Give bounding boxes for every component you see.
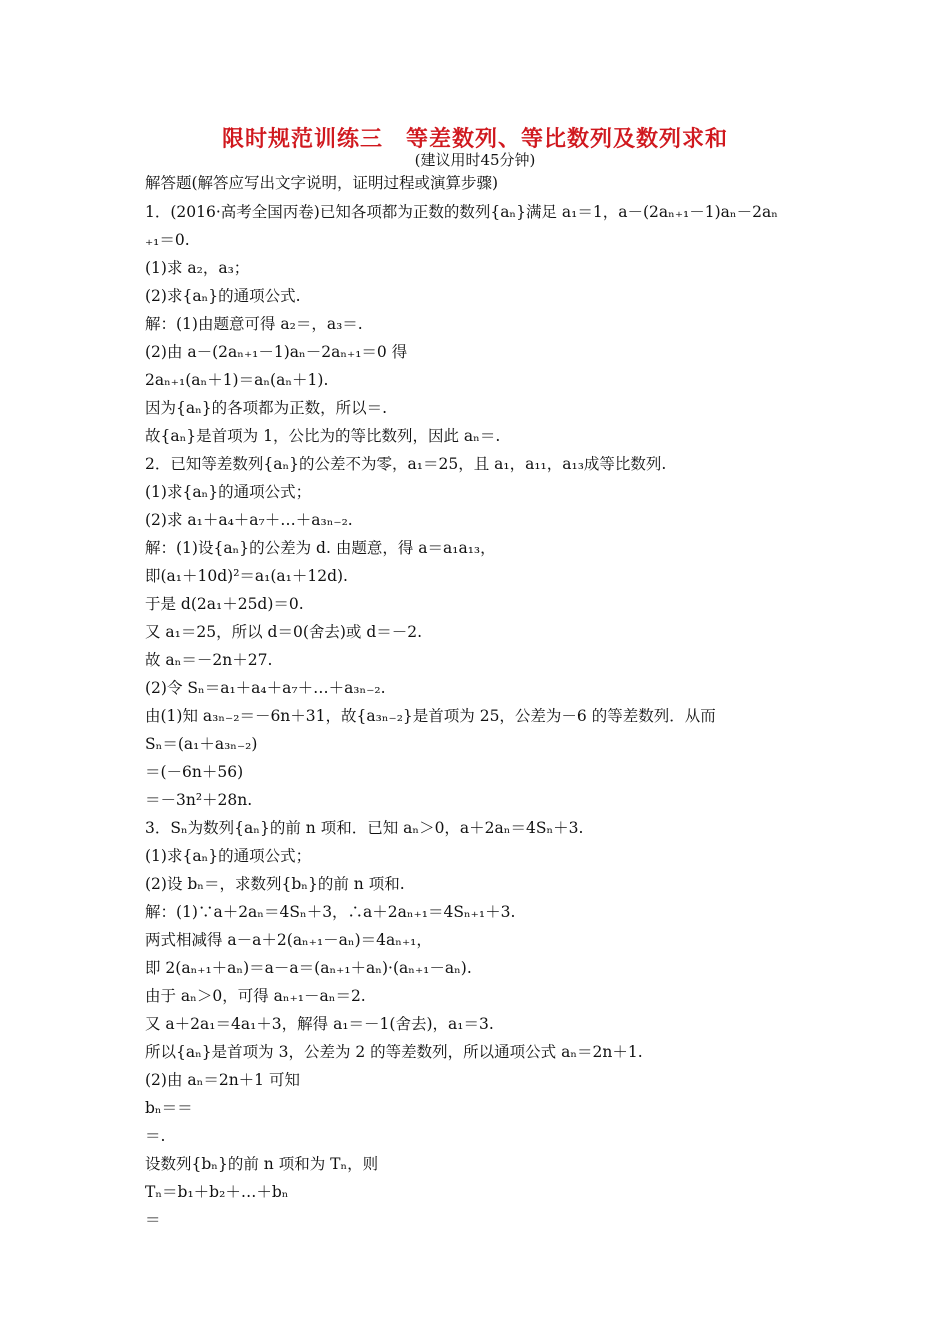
solution-line: 解：(1)由题意可得 a₂＝，a₃＝.	[145, 315, 363, 333]
solution-line: 解：(1)∵a＋2aₙ＝4Sₙ＋3，∴a＋2aₙ₊₁＝4Sₙ₊₁＋3.	[145, 903, 516, 921]
solution-line: 又 a₁＝25，所以 d＝0(舍去)或 d＝－2.	[145, 623, 423, 641]
solution-line: 设数列{bₙ}的前 n 项和为 Tₙ，则	[145, 1155, 379, 1173]
solution-line: 因为{aₙ}的各项都为正数，所以＝.	[145, 399, 388, 417]
problem-2-part-2: (2)求 a₁＋a₄＋a₇＋…＋a₃ₙ₋₂.	[145, 511, 353, 529]
solution-line: (2)令 Sₙ＝a₁＋a₄＋a₇＋…＋a₃ₙ₋₂.	[145, 679, 386, 697]
solution-line: 由(1)知 a₃ₙ₋₂＝－6n＋31，故{a₃ₙ₋₂}是首项为 25，公差为－6 的等差数列．从而	[145, 707, 716, 725]
problem-1-part-1: (1)求 a₂，a₃；	[145, 259, 250, 277]
solution-line: Tₙ＝b₁＋b₂＋…＋bₙ	[145, 1183, 289, 1201]
document-subtitle: (建议用时45分钟)	[414, 151, 536, 169]
solution-line: 故{aₙ}是首项为 1，公比为的等比数列，因此 aₙ＝.	[145, 427, 501, 445]
solution-line: 解：(1)设{aₙ}的公差为 d. 由题意，得 a＝a₁a₁₃，	[145, 539, 496, 557]
solution-line: 即(a₁＋10d)²＝a₁(a₁＋12d).	[145, 567, 348, 585]
solution-line: 2aₙ₊₁(aₙ＋1)＝aₙ(aₙ＋1).	[145, 371, 329, 389]
solution-line: ＝.	[145, 1127, 166, 1145]
solution-line: (2)由 aₙ＝2n＋1 可知	[145, 1071, 300, 1089]
problem-3-part-2: (2)设 bₙ＝，求数列{bₙ}的前 n 项和.	[145, 875, 405, 893]
problem-1-statement: 1．(2016·高考全国丙卷)已知各项都为正数的数列{aₙ}满足 a₁＝1，a－(2aₙ₊₁－1)aₙ－2aₙ	[145, 203, 778, 221]
solution-line: 于是 d(2a₁＋25d)＝0.	[145, 595, 304, 613]
solution-line: 由于 aₙ＞0，可得 aₙ₊₁－aₙ＝2.	[145, 987, 366, 1005]
problem-2-statement: 2．已知等差数列{aₙ}的公差不为零，a₁＝25，且 a₁，a₁₁，a₁₃成等比数列.	[145, 455, 667, 473]
problem-1-statement-cont: ₊₁＝0.	[145, 231, 190, 249]
solution-line: 两式相减得 a－a＋2(aₙ₊₁－aₙ)＝4aₙ₊₁，	[145, 931, 432, 949]
solution-line: ＝	[145, 1211, 161, 1229]
solution-line: 所以{aₙ}是首项为 3，公差为 2 的等差数列，所以通项公式 aₙ＝2n＋1.	[145, 1043, 643, 1061]
solution-line: 即 2(aₙ₊₁＋aₙ)＝a－a＝(aₙ₊₁＋aₙ)·(aₙ₊₁－aₙ).	[145, 959, 472, 977]
problem-1-part-2: (2)求{aₙ}的通项公式.	[145, 287, 301, 305]
solution-line: 故 aₙ＝－2n＋27.	[145, 651, 273, 669]
section-heading: 解答题(解答应写出文字说明，证明过程或演算步骤)	[145, 174, 499, 192]
document-title: 限时规范训练三 等差数列、等比数列及数列求和	[221, 127, 728, 152]
solution-line: ＝－3n²＋28n.	[145, 791, 253, 809]
solution-line: Sₙ＝(a₁＋a₃ₙ₋₂)	[145, 735, 258, 753]
problem-3-part-1: (1)求{aₙ}的通项公式；	[145, 847, 312, 865]
problem-2-part-1: (1)求{aₙ}的通项公式；	[145, 483, 312, 501]
solution-line: bₙ＝＝	[145, 1099, 193, 1117]
solution-line: ＝(－6n＋56)	[145, 763, 244, 781]
solution-line: 又 a＋2a₁＝4a₁＋3，解得 a₁＝－1(舍去)，a₁＝3.	[145, 1015, 494, 1033]
solution-line: (2)由 a－(2aₙ₊₁－1)aₙ－2aₙ₊₁＝0 得	[145, 343, 408, 361]
problem-3-statement: 3．Sₙ为数列{aₙ}的前 n 项和．已知 aₙ＞0，a＋2aₙ＝4Sₙ＋3.	[145, 819, 584, 837]
